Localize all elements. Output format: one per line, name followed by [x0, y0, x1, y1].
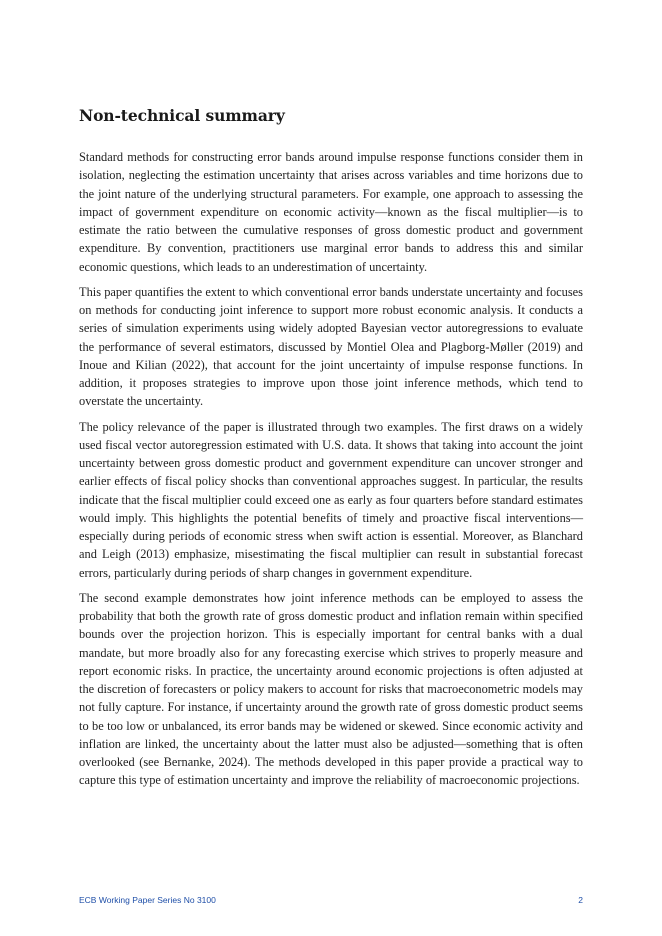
- footer-page-number: 2: [578, 895, 583, 905]
- footer-series-label: ECB Working Paper Series No 3100: [79, 895, 216, 905]
- paragraph-2: This paper quantifies the extent to which conventional error bands understate uncertainty and focuses on methods for conducting joint inference to support more robust economic analysis. It conducts a series of simulation experiments using widely adopted Bayesian vector autoregressions to evaluate the performance of several estimators, discussed by Montiel Olea and Plagborg-Møller (2019) and Inoue and Kilian (2022), that account for the joint uncertainty of impulse response functions. In addition, it proposes strategies to improve upon those joint inference methods, which tend to overstate the uncertainty.: [79, 284, 583, 409]
- summary-body: [79, 148, 583, 797]
- paragraph-1: Standard methods for constructing error bands around impulse response functions consider them in isolation, neglecting the estimation uncertainty that arises across variables and time horizons due to the joint nature of the underlying structural parameters. For example, one approach to assessing the impact of government expenditure on economic activity—known as the fiscal multiplier—is to estimate the ratio between the cumulative responses of gross domestic product and government expenditure. By convention, practitioners use marginal error bands to address this and similar economic questions, which leads to an underestimation of uncertainty.: [79, 150, 583, 274]
- section-title: Non-technical summary: [79, 106, 285, 125]
- paragraph-3: The policy relevance of the paper is illustrated through two examples. The first draws on a widely used fiscal vector autoregression estimated with U.S. data. It shows that taking into account the joint uncertainty between gross domestic product and government expenditure can uncover stronger and earlier effects of fiscal policy shocks than conventional approaches suggest. In particular, the results indicate that the fiscal multiplier could exceed one as early as four quarters before standard estimates would imply. This highlights the potential benefits of timely and proactive fiscal interventions—especially during periods of economic stress when swift action is essential. Moreover, as Blanchard and Leigh (2013) emphasize, misestimating the fiscal multiplier can result in substantial forecast errors, particularly during periods of sharp changes in government expenditure.: [79, 419, 583, 580]
- paragraph-4: The second example demonstrates how joint inference methods can be employed to assess the probability that both the growth rate of gross domestic product and inflation remain within specified bounds over the projection horizon. This is especially important for central banks with a dual mandate, but more broadly also for any forecasting exercise which strives to properly measure and report economic risks. In practice, the uncertainty around economic projections is often adjusted at the discretion of forecasters or policy makers to account for risks that macroeconometric models may not fully capture. For instance, if uncertainty around the growth rate of gross domestic product seems to be too low or unbalanced, its error bands may be widened or skewed. Since economic activity and inflation are linked, the uncertainty about the latter must also be adjusted—something that is often overlooked (see Bernanke, 2024). The methods developed in this paper provide a practical way to capture this type of estimation uncertainty and improve the reliability of macroeconomic projections.: [79, 590, 583, 788]
